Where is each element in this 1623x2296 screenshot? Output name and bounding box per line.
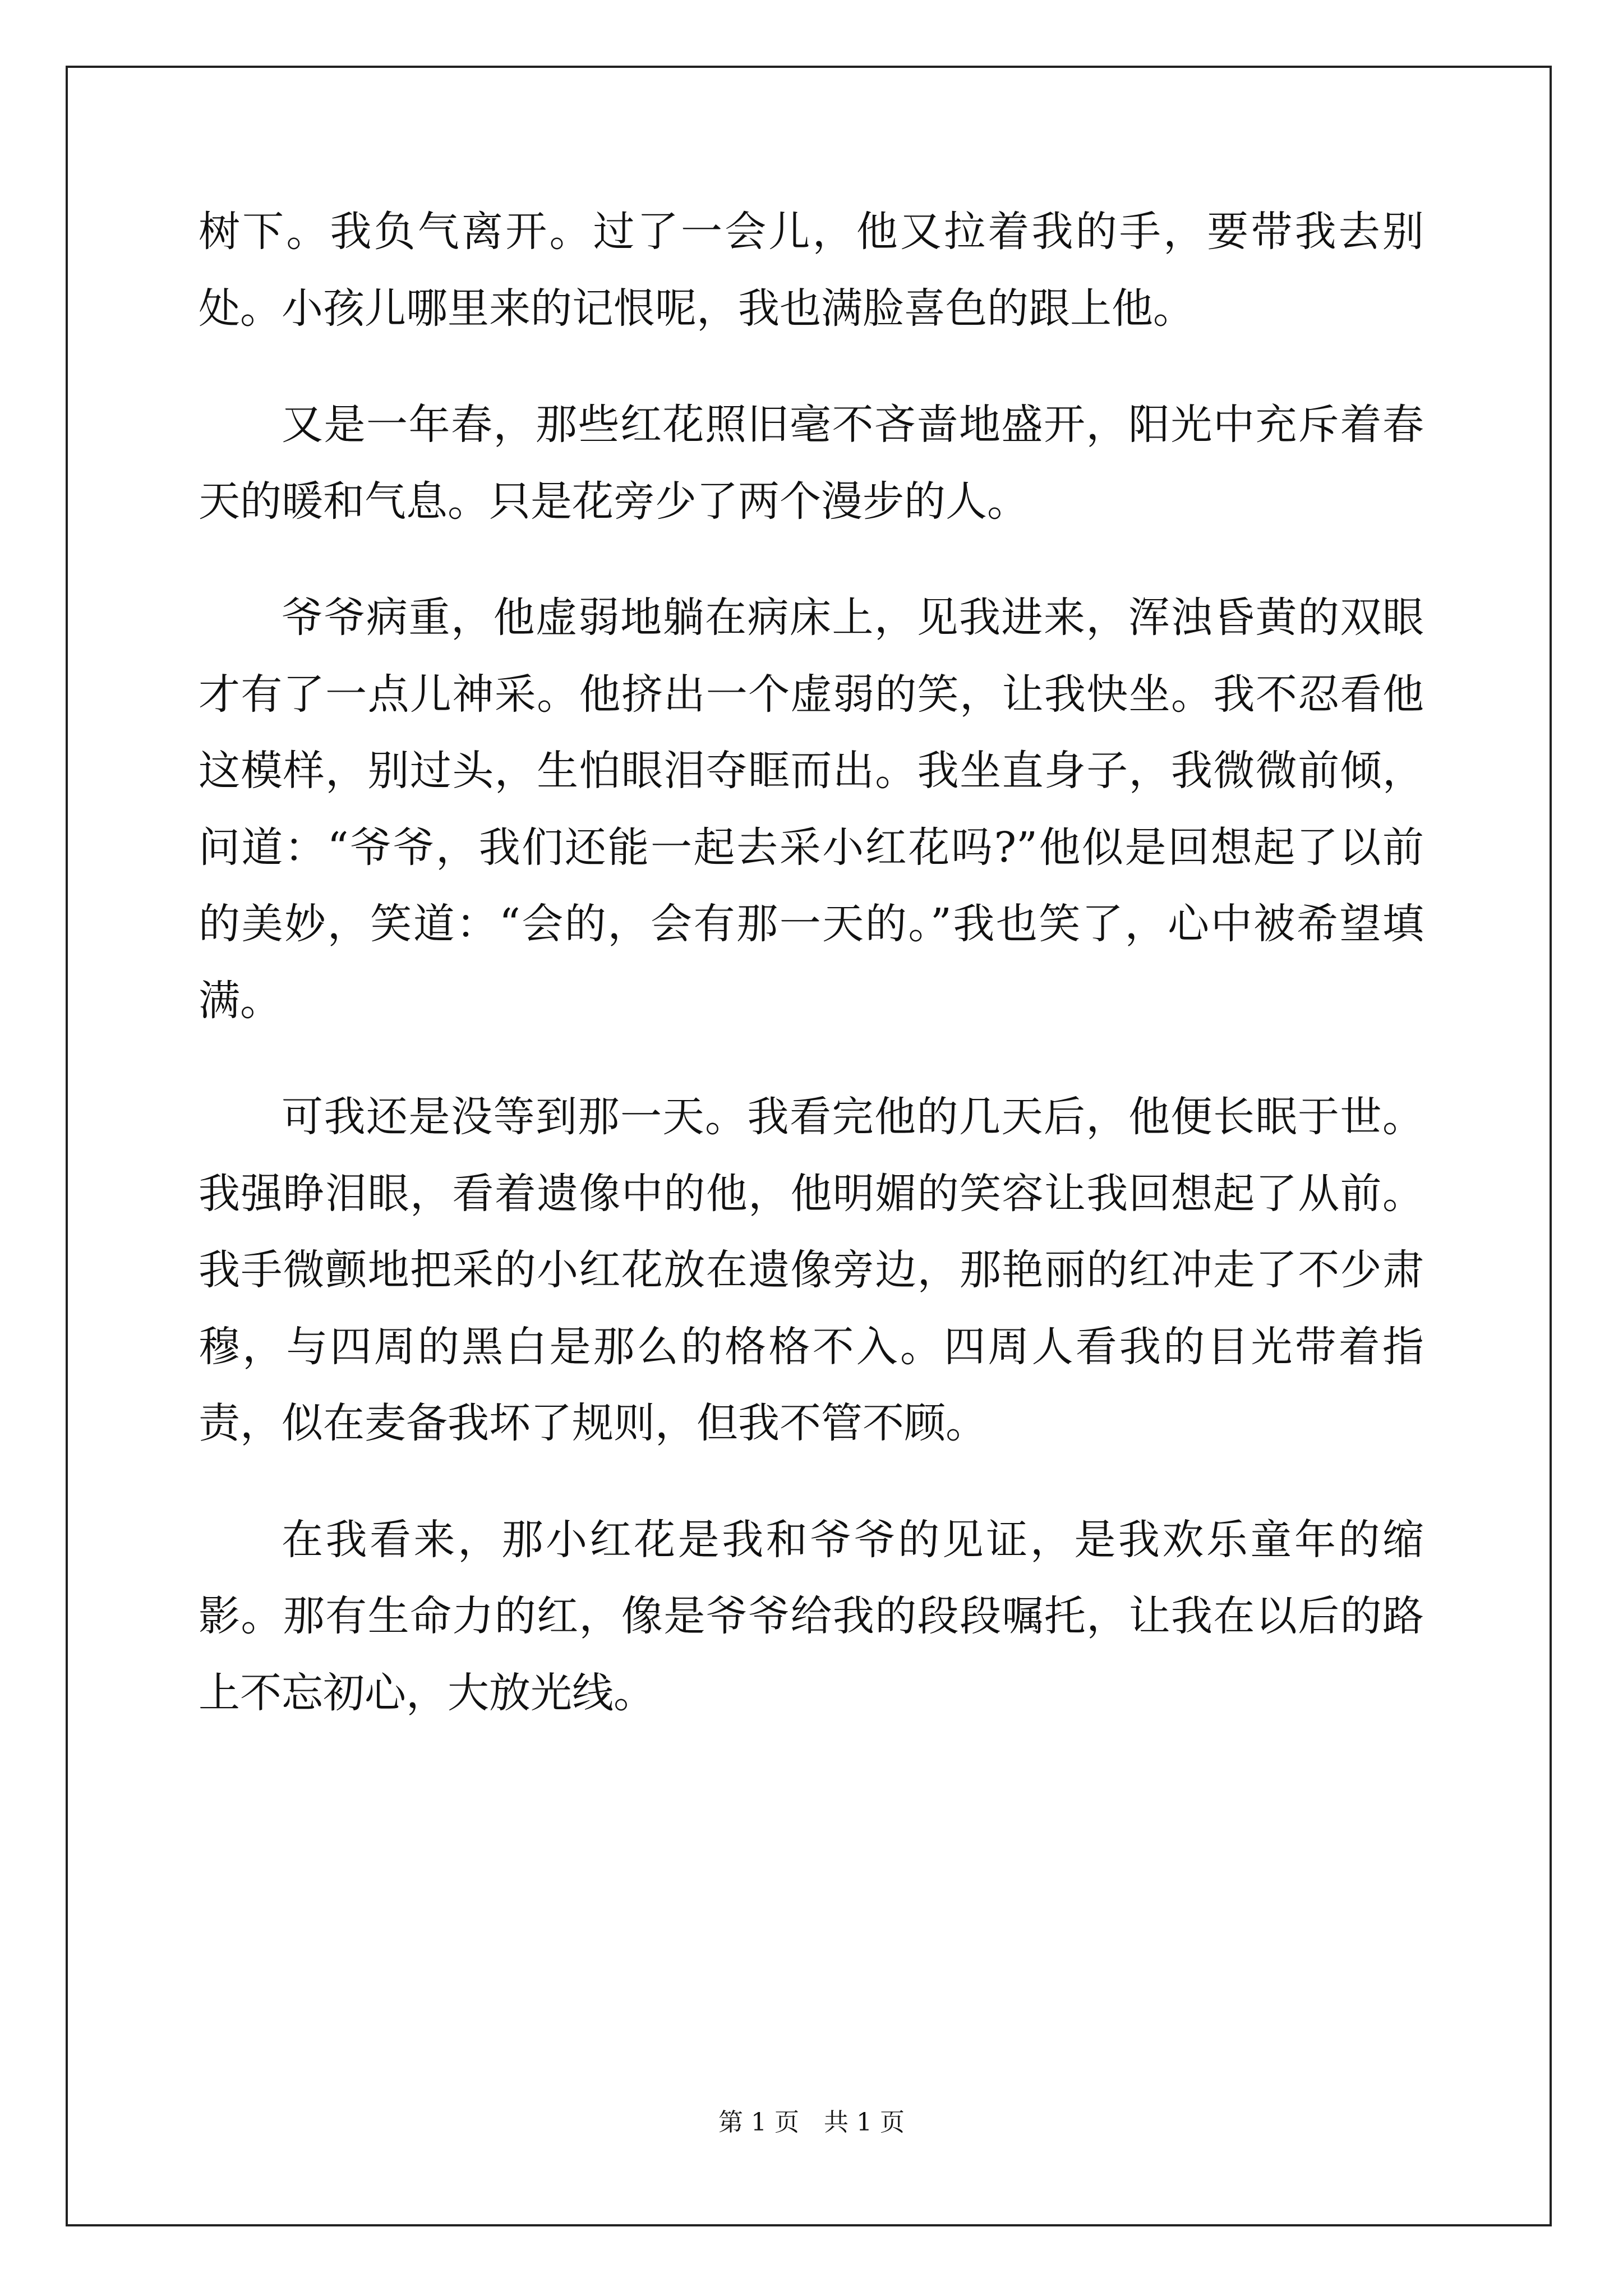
- paragraph-5: 在我看来，那小红花是我和爷爷的见证，是我欢乐童年的缩影。那有生命力的红，像是爷爷给我的段段嘱托，让我在以后的路上不忘初心，大放光线。: [199, 1515, 1424, 1717]
- paragraph-3: 爷爷病重，他虚弱地躺在病床上，见我进来，浑浊昏黄的双眼才有了一点儿神采。他挤出一个虚弱的笑，让我快坐。我不忍看他这模样，别过头，生怕眼泪夺眶而出。我坐直身子，我微微前倾，问道：“爷爷，我们还能一起去采小红花吗?”他似是回想起了以前的美妙，笑道：“会的，会有那一天的。”我也笑了，心中被希望填满。: [199, 593, 1424, 1025]
- page-number-footer: 第 1 页 共 1 页: [718, 2108, 905, 2137]
- document-body: [199, 194, 1424, 1771]
- paragraph-1: 树下。我负气离开。过了一会儿，他又拉着我的手，要带我去别处。小孩儿哪里来的记恨呢，我也满脸喜色的跟上他。: [199, 208, 1424, 333]
- paragraph-2: 又是一年春，那些红花照旧毫不吝啬地盛开，阳光中充斥着春天的暖和气息。只是花旁少了两个漫步的人。: [199, 401, 1424, 526]
- paragraph-4: 可我还是没等到那一天。我看完他的几天后，他便长眠于世。我强睁泪眼，看着遗像中的他，他明媚的笑容让我回想起了从前。我手微颤地把采的小红花放在遗像旁边，那艳丽的红冲走了不少肃穆，与四周的黑白是那么的格格不入。四周人看我的目光带着指责，似在麦备我坏了规则，但我不管不顾。: [199, 1093, 1424, 1447]
